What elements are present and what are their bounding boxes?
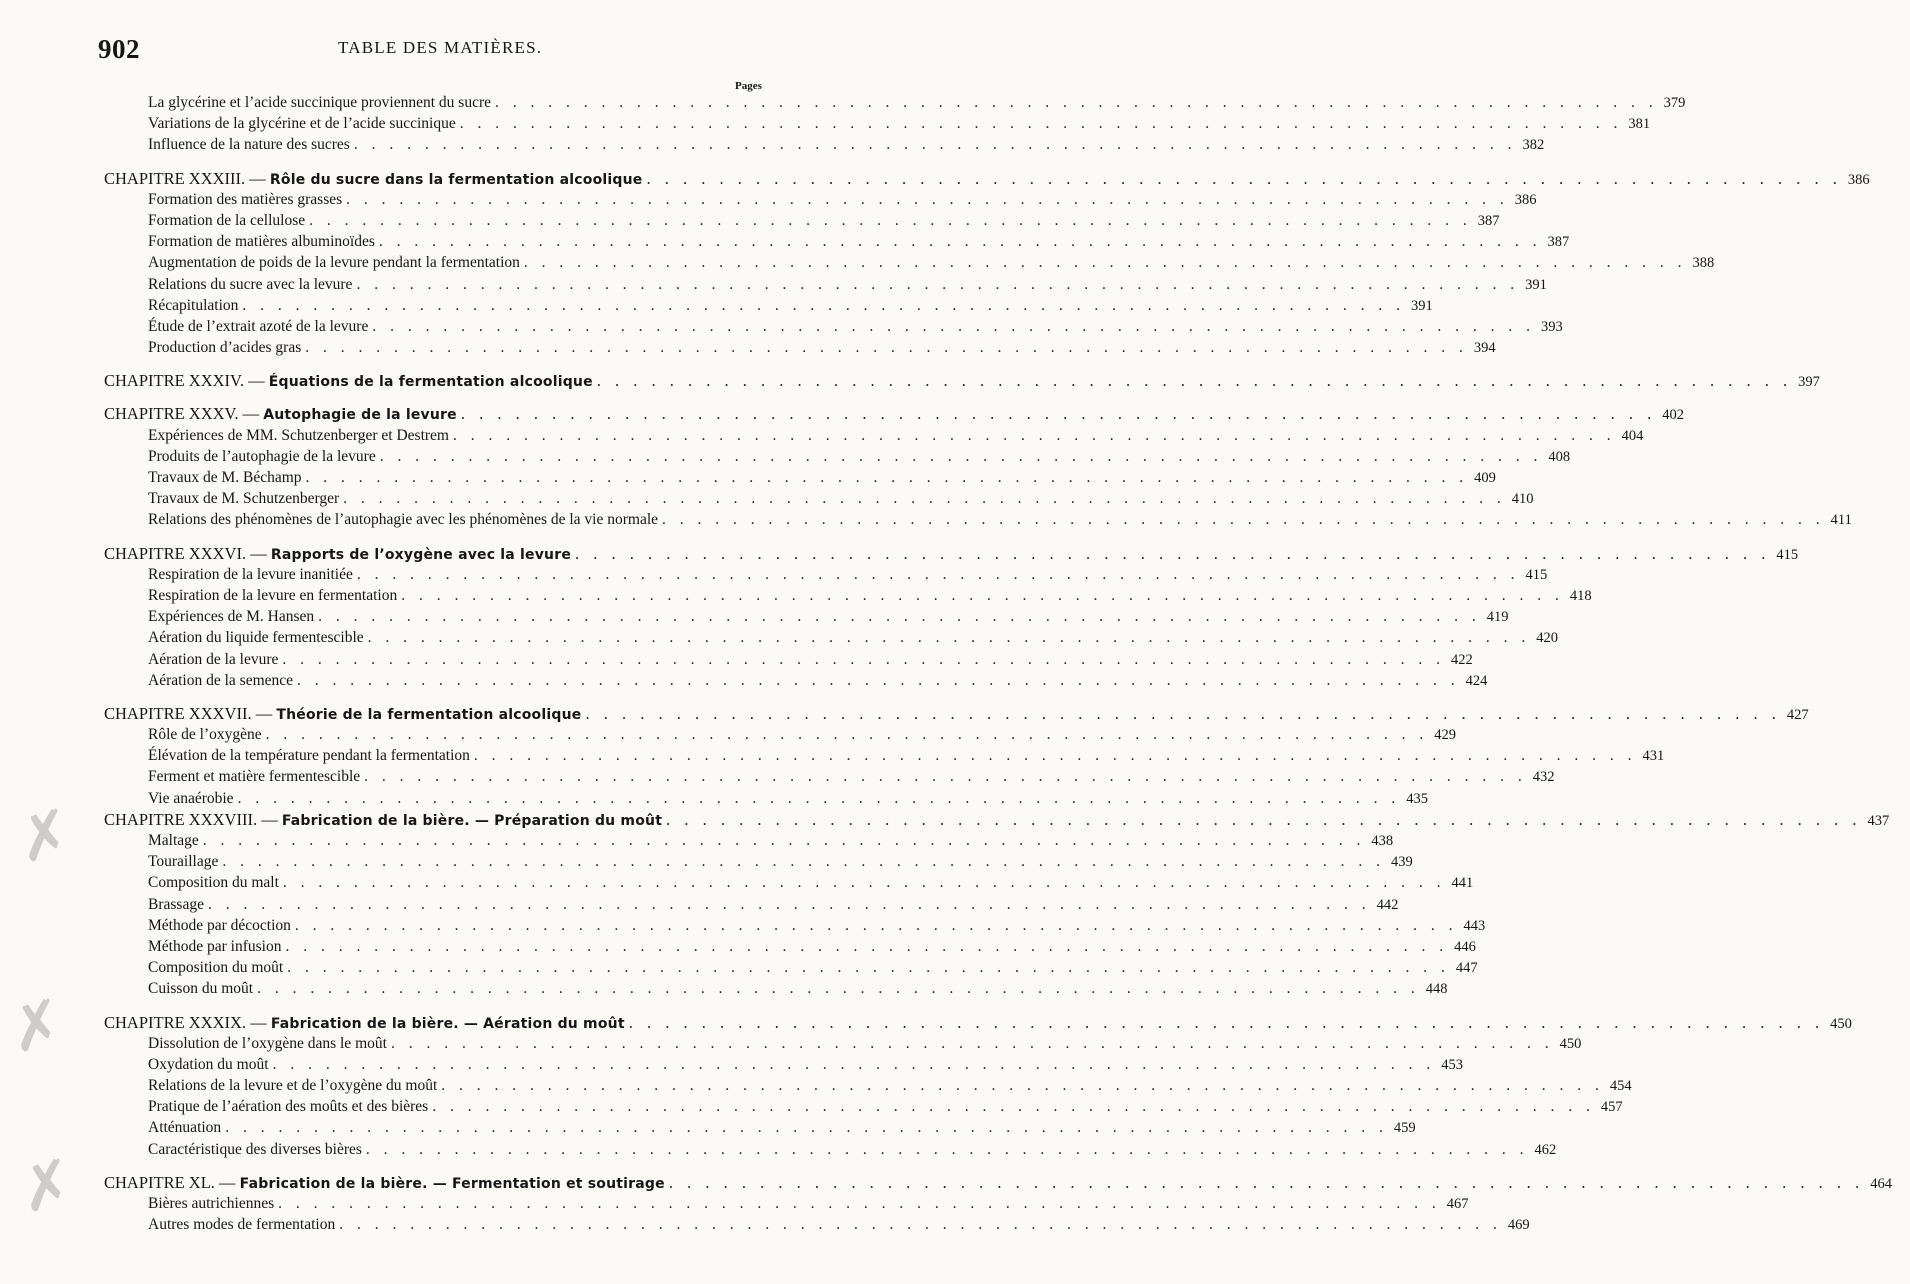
page-ref: 438 [1371,833,1394,849]
table-of-contents [0,92,1892,1235]
chapter-row [0,168,1870,189]
page-ref: 450 [1559,1035,1582,1052]
page-ref: 382 [1522,137,1545,154]
page-number: 902 [98,34,140,64]
chapter-row [0,403,1684,424]
dot-leader: . . . . . . . . . . . . . . . . . . . . . . . . . . . . . . . . . . . . . . . . . . . . . . . . . . . . . . . . . . . . . . . . . . [318,608,1481,626]
page-ref: 447 [1455,960,1478,977]
dot-leader: . . . . . . . . . . . . . . . . . . . . . . . . . . . . . . . . . . . . . . . . . . . . . . . . . . . . . . . . . . . . . . . . . . [441,1077,1604,1095]
chapter-number: CHAPITRE XXXVII. — [104,703,277,723]
toc-entry [0,606,1509,627]
dot-leader: . . . . . . . . . . . . . . . . . . . . . . . . . . . . . . . . . . . . . . . . . . . . . . . . . . . . . . . . . . . . . . . . . . [356,275,1520,293]
dot-leader: . . . . . . . . . . . . . . . . . . . . . . . . . . . . . . . . . . . . . . . . . . . . . . . . . . . . . . . . . . . . . . . . . . [495,94,1658,111]
section-gap [0,358,800,370]
chapter-number: CHAPITRE XXXIV. — [104,371,269,391]
page-ref: 394 [1473,340,1496,357]
dot-leader: . . . . . . . . . . . . . . . . . . . . . . . . . . . . . . . . . . . . . . . . . . . . . . . . . . . . . . . . . . . . . . . . . . [305,469,1469,486]
dot-leader: . . . . . . . . . . . . . . . . . . . . . . . . . . . . . . . . . . . . . . . . . . . . . . . . . . . . . . . . . . . . . . . . . . [309,211,1472,229]
chapter-title: Rapports de l’oxygène avec la levure [270,546,572,563]
chapter-title: Autophagie de la levure [263,407,457,424]
page-ref: 441 [1451,875,1474,892]
toc-entry [0,274,1547,295]
page-ref: 457 [1600,1099,1623,1116]
page-ref: 410 [1511,491,1534,508]
dot-leader: . . . . . . . . . . . . . . . . . . . . . . . . . . . . . . . . . . . . . . . . . . . . . . . . . . . . . . . . . . . . . . . . . . [367,629,1531,647]
dot-leader: . . . . . . . . . . . . . . . . . . . . . . . . . . . . . . . . . . . . . . . . . . . . . . . . . . . . . . . . . . . . . . . . . . [628,1012,1825,1032]
chapter-row [0,809,1890,830]
entry-label: Dissolution de l’oxygène dans le moût [148,1034,387,1052]
toc-entry [0,316,1563,337]
dot-leader: . . . . . . . . . . . . . . . . . . . . . . . . . . . . . . . . . . . . . . . . . . . . . . . . . . . . . . . . . . . . . . . . . . [460,404,1657,424]
dot-leader: . . . . . . . . . . . . . . . . . . . . . . . . . . . . . . . . . . . . . . . . . . . . . . . . . . . . . . . . . . . . . . . . . . [207,895,1371,913]
entry-label: Cuisson du moût [148,980,254,998]
entry-label: Expériences de M. Hansen [148,608,315,626]
entry-label: Oxydation du moût [148,1055,269,1073]
entry-label: Variations de la glycérine et de l’acide succinique [148,115,456,133]
toc-entry [0,488,1534,509]
dot-leader: . . . . . . . . . . . . . . . . . . . . . . . . . . . . . . . . . . . . . . . . . . . . . . . . . . . . . . . . . . . . . . . . . . [390,1034,1554,1052]
toc-entry [0,210,1500,231]
entry-label: Composition du malt [148,874,279,892]
dot-leader: . . . . . . . . . . . . . . . . . . . . . . . . . . . . . . . . . . . . . . . . . . . . . . . . . . . . . . . . . . . . . . . . . . [356,565,1520,583]
dot-leader: . . . . . . . . . . . . . . . . . . . . . . . . . . . . . . . . . . . . . . . . . . . . . . . . . . . . . . . . . . . . . . . . . . [242,296,1406,314]
page-ref: 420 [1536,630,1559,647]
page-ref: 391 [1525,276,1547,293]
chapter-title: Fabrication de la bière. — Préparation du moût [281,812,663,829]
dot-leader: . . . . . . . . . . . . . . . . . . . . . . . . . . . . . . . . . . . . . . . . . . . . . . . . . . . . . . . . . . . . . . . . . . [305,339,1468,357]
section-gap [0,531,800,543]
page-ref: 429 [1434,727,1457,744]
entry-label: Production d’acides gras [148,339,302,357]
entry-label: Étude de l’extrait azoté de la levure [148,317,369,335]
toc-entry [0,724,1457,745]
toc-entry [0,978,1448,999]
page-ref: 411 [1830,512,1852,529]
entry-label: Relations de la levure et de l’oxygène du moût [148,1077,438,1095]
entry-label: Élévation de la température pendant la fermentation [148,747,470,765]
entry-label: Composition du moût [148,959,284,977]
chapter-title: Rôle du sucre dans la fermentation alcoolique [269,171,643,188]
toc-entry [0,957,1478,978]
toc-entry [0,1139,1557,1160]
page-ref: 397 [1798,374,1820,391]
entry-label: Relations du sucre avec la levure [148,275,353,293]
dot-leader: . . . . . . . . . . . . . . . . . . . . . . . . . . . . . . . . . . . . . . . . . . . . . . . . . . . . . . . . . . . . . . . . . . [379,447,1543,465]
entry-label: Pratique de l’aération des moûts et des bières [148,1098,429,1116]
page-ref: 386 [1514,191,1537,208]
toc-entry [0,467,1496,488]
entry-label: Formation de la cellulose [148,211,306,229]
toc-entry [0,252,1715,273]
entry-label: Aération du liquide fermentescible [148,629,364,647]
toc-entry [0,295,1433,316]
dot-leader: . . . . . . . . . . . . . . . . . . . . . . . . . . . . . . . . . . . . . . . . . . . . . . . . . . . . . . . . . . . . . . . . . . [646,168,1842,188]
chapter-title: Théorie de la fermentation alcoolique [276,706,582,723]
entry-label: Travaux de M. Schutzenberger [148,490,340,508]
chapter-number: CHAPITRE XXXIII. — [104,168,270,188]
page-ref: 404 [1621,427,1644,444]
entry-label: Formation de matières albuminoïdes [148,233,375,251]
page-ref: 459 [1393,1120,1416,1137]
pencil-mark-icon: ✗ [12,1145,81,1229]
page-ref: 437 [1867,812,1890,829]
page-ref: 387 [1477,212,1500,229]
toc-entry [0,509,1852,530]
page-ref: 446 [1454,938,1476,955]
dot-leader: . . . . . . . . . . . . . . . . . . . . . . . . . . . . . . . . . . . . . . . . . . . . . . . . . . . . . . . . . . . . . . . . . . [596,371,1793,391]
toc-entry [0,766,1555,787]
toc-entry [0,134,1545,155]
dot-leader: . . . . . . . . . . . . . . . . . . . . . . . . . . . . . . . . . . . . . . . . . . . . . . . . . . . . . . . . . . . . . . . . . . [378,233,1542,251]
entry-label: Augmentation de poids de la levure pendant la fermentation [148,254,520,272]
toc-entry [0,92,1686,113]
page-ref: 424 [1465,672,1488,689]
chapter-number: CHAPITRE XXXVI. — [104,543,271,563]
chapter-heading [104,1172,665,1195]
chapter-row [0,1172,1892,1193]
chapter-row [0,1012,1852,1033]
toc-entry [0,1096,1623,1117]
toc-entry [0,649,1473,670]
chapter-row [0,370,1820,391]
page-ref: 435 [1406,790,1428,807]
section-gap [0,156,800,168]
section-gap [0,1000,800,1012]
page-ref: 427 [1786,706,1809,723]
page-ref: 388 [1692,255,1715,272]
entry-label: Travaux de M. Béchamp [148,469,302,486]
entry-label: Récapitulation [148,296,239,314]
dot-leader: . . . . . . . . . . . . . . . . . . . . . . . . . . . . . . . . . . . . . . . . . . . . . . . . . . . . . . . . . . . . . . . . . . [278,1195,1441,1212]
entry-label: Relations des phénomènes de l’autophagie avec les phénomènes de la vie normale [148,511,659,529]
dot-leader: . . . . . . . . . . . . . . . . . . . . . . . . . . . . . . . . . . . . . . . . . . . . . . . . . . . . . . . . . . . . . . . . . . [453,426,1616,444]
page-ref: 386 [1847,171,1870,188]
entry-label: Méthode par infusion [148,937,282,955]
entry-label: Respiration de la levure inanitiée [148,565,353,583]
pages-column-label: Pages [735,80,762,92]
entry-label: Bières autrichiennes [148,1195,275,1212]
toc-entry [0,1193,1469,1214]
dot-leader: . . . . . . . . . . . . . . . . . . . . . . . . . . . . . . . . . . . . . . . . . . . . . . . . . . . . . . . . . . . . . . . . . . [365,1140,1529,1158]
entry-label: Influence de la nature des sucres [148,136,350,154]
chapter-heading [104,403,457,426]
chapter-heading [104,703,581,726]
entry-label: Brassage [148,895,204,913]
dot-leader: . . . . . . . . . . . . . . . . . . . . . . . . . . . . . . . . . . . . . . . . . . . . . . . . . . . . . . . . . . . . . . . . . . [297,671,1460,689]
chapter-heading [104,543,571,566]
toc-entry [0,745,1665,766]
chapter-number: CHAPITRE XXXVIII. — [104,809,282,829]
dot-leader: . . . . . . . . . . . . . . . . . . . . . . . . . . . . . . . . . . . . . . . . . . . . . . . . . . . . . . . . . . . . . . . . . . [364,768,1527,786]
dot-leader: . . . . . . . . . . . . . . . . . . . . . . . . . . . . . . . . . . . . . . . . . . . . . . . . . . . . . . . . . . . . . . . . . . [282,874,1446,892]
toc-entry [0,564,1548,585]
dot-leader: . . . . . . . . . . . . . . . . . . . . . . . . . . . . . . . . . . . . . . . . . . . . . . . . . . . . . . . . . . . . . . . . . . [662,511,1825,529]
entry-label: Aération de la semence [148,671,294,689]
dot-leader: . . . . . . . . . . . . . . . . . . . . . . . . . . . . . . . . . . . . . . . . . . . . . . . . . . . . . . . . . . . . . . . . . . [257,980,1420,998]
entry-label: Aération de la levure [148,650,279,668]
page-ref: 467 [1446,1196,1469,1212]
chapter-number: CHAPITRE XXXV. — [104,404,264,424]
toc-entry [0,231,1570,252]
entry-label: Ferment et matière fermentescible [148,768,361,786]
entry-label: Expériences de MM. Schutzenberger et Destrem [148,426,449,444]
toc-entry [0,1117,1416,1138]
toc-entry [0,425,1644,446]
page-ref: 432 [1532,769,1555,786]
pencil-mark-icon: ✗ [2,985,71,1069]
page-ref: 462 [1534,1141,1557,1158]
dot-leader: . . . . . . . . . . . . . . . . . . . . . . . . . . . . . . . . . . . . . . . . . . . . . . . . . . . . . . . . . . . . . . . . . . [287,959,1450,977]
section-gap [0,691,800,703]
page-ref: 454 [1609,1078,1632,1095]
chapter-heading [104,809,662,832]
page-ref: 453 [1441,1056,1463,1073]
page-ref: 419 [1486,609,1509,626]
chapter-heading [104,168,642,191]
dot-leader: . . . . . . . . . . . . . . . . . . . . . . . . . . . . . . . . . . . . . . . . . . . . . . . . . . . . . . . . . . . . . . . . . . [575,543,1771,563]
toc-entry [0,1054,1463,1075]
entry-label: Rôle de l’oxygène [148,726,262,744]
dot-leader: . . . . . . . . . . . . . . . . . . . . . . . . . . . . . . . . . . . . . . . . . . . . . . . . . . . . . . . . . . . . . . . . . . [237,789,1401,807]
toc-entry [0,872,1474,893]
chapter-title: Fabrication de la bière. — Fermentation et soutirage [239,1175,665,1192]
toc-entry [0,830,1394,851]
entry-label: Touraillage [148,853,219,871]
dot-leader: . . . . . . . . . . . . . . . . . . . . . . . . . . . . . . . . . . . . . . . . . . . . . . . . . . . . . . . . . . . . . . . . . . [282,650,1446,668]
page-ref: 422 [1451,651,1473,668]
page-ref: 381 [1628,116,1651,133]
dot-leader: . . . . . . . . . . . . . . . . . . . . . . . . . . . . . . . . . . . . . . . . . . . . . . . . . . . . . . . . . . . . . . . . . . [272,1055,1436,1073]
page-ref: 387 [1547,234,1570,251]
toc-entry [0,894,1399,915]
page-ref: 469 [1507,1217,1530,1234]
toc-entry [0,670,1488,691]
page-ref: 393 [1540,318,1563,335]
entry-label: Méthode par décoction [148,916,291,934]
toc-entry [0,446,1571,467]
dot-leader: . . . . . . . . . . . . . . . . . . . . . . . . . . . . . . . . . . . . . . . . . . . . . . . . . . . . . . . . . . . . . . . . . . [339,1216,1502,1234]
page-ref: 415 [1776,546,1799,563]
entry-label: La glycérine et l’acide succinique proviennent du sucre [148,94,492,111]
dot-leader: . . . . . . . . . . . . . . . . . . . . . . . . . . . . . . . . . . . . . . . . . . . . . . . . . . . . . . . . . . . . . . . . . . [285,937,1449,955]
page-ref: 409 [1474,470,1496,486]
page-ref: 448 [1425,981,1448,998]
toc-entry [0,1214,1530,1235]
entry-label: Autres modes de fermentation [148,1216,336,1234]
toc-entry [0,851,1413,872]
page-ref: 379 [1663,95,1686,111]
dot-leader: . . . . . . . . . . . . . . . . . . . . . . . . . . . . . . . . . . . . . . . . . . . . . . . . . . . . . . . . . . . . . . . . . . [222,853,1385,871]
dot-leader: . . . . . . . . . . . . . . . . . . . . . . . . . . . . . . . . . . . . . . . . . . . . . . . . . . . . . . . . . . . . . . . . . . [343,490,1506,508]
section-gap [0,1160,800,1172]
entry-label: Atténuation [148,1119,222,1137]
dot-leader: . . . . . . . . . . . . . . . . . . . . . . . . . . . . . . . . . . . . . . . . . . . . . . . . . . . . . . . . . . . . . . . . . . [523,254,1687,272]
page-ref: 408 [1548,448,1571,465]
entry-label: Respiration de la levure en fermentation [148,586,398,604]
dot-leader: . . . . . . . . . . . . . . . . . . . . . . . . . . . . . . . . . . . . . . . . . . . . . . . . . . . . . . . . . . . . . . . . . . [353,136,1517,154]
dot-leader: . . . . . . . . . . . . . . . . . . . . . . . . . . . . . . . . . . . . . . . . . . . . . . . . . . . . . . . . . . . . . . . . . . [294,916,1458,934]
dot-leader: . . . . . . . . . . . . . . . . . . . . . . . . . . . . . . . . . . . . . . . . . . . . . . . . . . . . . . . . . . . . . . . . . . [202,832,1366,849]
page-ref: 464 [1870,1175,1892,1192]
toc-entry [0,113,1651,134]
chapter-row [0,703,1809,724]
page-ref: 439 [1390,854,1413,871]
dot-leader: . . . . . . . . . . . . . . . . . . . . . . . . . . . . . . . . . . . . . . . . . . . . . . . . . . . . . . . . . . . . . . . . . . [346,190,1509,208]
entry-label: Maltage [148,832,199,849]
dot-leader: . . . . . . . . . . . . . . . . . . . . . . . . . . . . . . . . . . . . . . . . . . . . . . . . . . . . . . . . . . . . . . . . . . [401,586,1564,604]
toc-entry [0,1075,1632,1096]
entry-label: Vie anaérobie [148,789,234,807]
toc-entry [0,337,1496,358]
page-ref: 415 [1525,566,1548,583]
entry-label: Produits de l’autophagie de la levure [148,447,376,465]
chapter-heading [104,1012,625,1035]
page-ref: 442 [1376,896,1399,913]
toc-entry [0,936,1476,957]
toc-entry [0,1033,1582,1054]
page-ref: 391 [1411,297,1433,314]
page-ref: 418 [1569,587,1592,604]
dot-leader: . . . . . . . . . . . . . . . . . . . . . . . . . . . . . . . . . . . . . . . . . . . . . . . . . . . . . . . . . . . . . . . . . . [225,1119,1388,1137]
pencil-mark-icon: ✗ [10,795,79,879]
chapter-row [0,543,1799,564]
page-ref: 431 [1642,748,1665,765]
dot-leader: . . . . . . . . . . . . . . . . . . . . . . . . . . . . . . . . . . . . . . . . . . . . . . . . . . . . . . . . . . . . . . . . . . [265,726,1429,744]
chapter-number: CHAPITRE XL. — [104,1172,240,1192]
dot-leader: . . . . . . . . . . . . . . . . . . . . . . . . . . . . . . . . . . . . . . . . . . . . . . . . . . . . . . . . . . . . . . . . . . [432,1098,1595,1116]
toc-entry [0,627,1559,648]
running-title: TABLE DES MATIÈRES. [338,38,543,57]
chapter-heading [104,370,593,393]
toc-entry [0,585,1592,606]
chapter-title: Fabrication de la bière. — Aération du moût [270,1015,625,1032]
dot-leader: . . . . . . . . . . . . . . . . . . . . . . . . . . . . . . . . . . . . . . . . . . . . . . . . . . . . . . . . . . . . . . . . . . [372,317,1535,335]
dot-leader: . . . . . . . . . . . . . . . . . . . . . . . . . . . . . . . . . . . . . . . . . . . . . . . . . . . . . . . . . . . . . . . . . . [668,1172,1865,1192]
page-ref: 450 [1830,1015,1852,1032]
page-ref: 402 [1662,407,1684,424]
toc-entry [0,915,1486,936]
dot-leader: . . . . . . . . . . . . . . . . . . . . . . . . . . . . . . . . . . . . . . . . . . . . . . . . . . . . . . . . . . . . . . . . . . [459,115,1623,133]
dot-leader: . . . . . . . . . . . . . . . . . . . . . . . . . . . . . . . . . . . . . . . . . . . . . . . . . . . . . . . . . . . . . . . . . . [666,809,1862,829]
page-ref: 443 [1463,917,1486,934]
entry-label: Formation des matières grasses [148,190,343,208]
page-header [0,30,800,64]
dot-leader: . . . . . . . . . . . . . . . . . . . . . . . . . . . . . . . . . . . . . . . . . . . . . . . . . . . . . . . . . . . . . . . . . . [585,703,1781,723]
toc-entry [0,189,1537,210]
chapter-number: CHAPITRE XXXIX. — [104,1012,271,1032]
entry-label: Caractéristique des diverses bières [148,1140,362,1158]
chapter-title: Équations de la fermentation alcoolique [268,374,593,391]
toc-entry [0,788,1428,809]
dot-leader: . . . . . . . . . . . . . . . . . . . . . . . . . . . . . . . . . . . . . . . . . . . . . . . . . . . . . . . . . . . . . . . . . . [473,747,1637,765]
